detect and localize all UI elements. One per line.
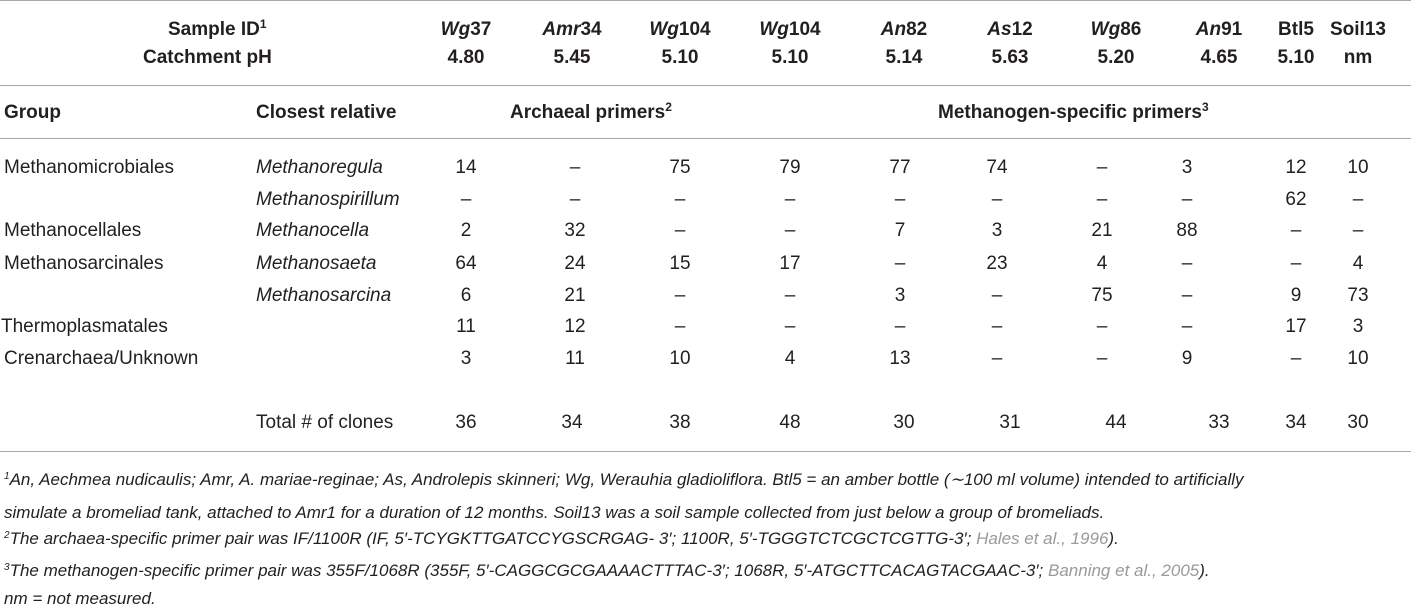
- table-cell: 21: [1091, 220, 1113, 241]
- table-cell: –: [1096, 348, 1108, 369]
- table-cell: 75: [669, 157, 691, 178]
- table-cell: 3: [460, 348, 472, 369]
- citation-banning[interactable]: Banning et al., 2005: [1048, 561, 1200, 580]
- sample-ph-value: 5.14: [885, 47, 923, 68]
- table-cell: –: [991, 316, 1003, 337]
- table-cell: –: [1181, 316, 1193, 337]
- sample-ph-value: 5.10: [1277, 47, 1315, 68]
- table-cell: –: [674, 220, 686, 241]
- table-cell: –: [894, 253, 906, 274]
- table-cell: 3: [1352, 316, 1364, 337]
- table-cell: –: [1181, 285, 1193, 306]
- table-cell: –: [991, 285, 1003, 306]
- table-cell: –: [1096, 316, 1108, 337]
- sample-ph-value: 5.45: [553, 47, 591, 68]
- table-cell: 3: [894, 285, 906, 306]
- table-cell: –: [894, 316, 906, 337]
- footnote-3: $^3$The methanogen-specific primer pair was 355F/1068R (355F, 5′-CAGGCGCGAAAACTTTAC-3′; 1068R, 5′-ATGCTTCACAGTACGAAC-3′; Banning et al., 2005).: [4, 561, 1210, 580]
- sample-ph-value: 5.10: [771, 47, 809, 68]
- table-cell: 73: [1347, 285, 1369, 306]
- table-cell: 75: [1091, 285, 1113, 306]
- citation-hales[interactable]: Hales et al., 1996: [976, 529, 1109, 548]
- table-cell: –: [1352, 189, 1364, 210]
- table-cell: 4: [1096, 253, 1108, 274]
- header-rule: [0, 85, 1411, 86]
- table-cell: 79: [779, 157, 801, 178]
- table-cell: 11: [565, 348, 585, 369]
- sample-suffix: 104: [788, 19, 821, 40]
- sample-ph-value: 5.63: [991, 47, 1029, 68]
- table-cell: –: [674, 285, 686, 306]
- sample-prefix: Wg: [1090, 19, 1121, 40]
- row-group: Methanomicrobiales: [4, 157, 175, 178]
- table-cell: 6: [460, 285, 472, 306]
- sample-suffix: 104: [678, 19, 711, 40]
- footnote-4: nm = not measured.: [4, 589, 156, 608]
- total-cell: 38: [669, 412, 691, 433]
- methanogen-primers-header: Methanogen-specific primers$^3$: [938, 100, 1209, 123]
- table-cell: 23: [986, 253, 1008, 274]
- table-cell: 77: [889, 157, 911, 178]
- sample-suffix: 82: [906, 19, 928, 40]
- table-cell: 24: [564, 253, 586, 274]
- row-group: Crenarchaea/Unknown: [4, 348, 199, 369]
- table-cell: –: [1290, 253, 1302, 274]
- sample-id-label: Sample $ID^1$: [168, 17, 267, 40]
- table-cell: 88: [1176, 220, 1198, 241]
- table-cell: 10: [1347, 157, 1369, 178]
- table-cell: 9: [1290, 285, 1302, 306]
- row-closest-relative: Methanosarcina: [256, 285, 392, 306]
- table-cell: –: [784, 316, 796, 337]
- sample-prefix: Wg: [440, 19, 471, 40]
- table-cell: –: [784, 189, 796, 210]
- table-cell: 4: [1352, 253, 1364, 274]
- sample-ph-value: 5.10: [661, 47, 699, 68]
- total-cell: 48: [779, 412, 801, 433]
- table-cell: 3: [1181, 157, 1193, 178]
- table-cell: –: [569, 189, 581, 210]
- total-clones-label: Total # of clones: [256, 412, 394, 433]
- sample-suffix: 86: [1120, 19, 1142, 40]
- row-closest-relative: Methanocella: [256, 220, 370, 241]
- top-rule: [0, 0, 1411, 1]
- sample-id-header: [512, 19, 632, 41]
- footnote-2: $^2$The archaea-specific primer pair was IF/1100R (IF, 5′-TCYGKTTGATCCYGSCRGAG- 3′; 1100R, 5′-TGGGTCTCGCTCGTTG-3′; Hales et al., 1996).: [4, 529, 1119, 548]
- catchment-ph-label: Catchment pH: [143, 47, 272, 68]
- sample-id-header: [730, 19, 850, 41]
- table-cell: –: [894, 189, 906, 210]
- table-cell: 3: [991, 220, 1003, 241]
- sample-suffix: Btl5: [1278, 19, 1314, 40]
- footnote-1-continued: simulate a bromeliad tank, attached to Amr1 for a duration of 12 months. Soil13 was a soil sample collected from just below a group of bromeliads.: [4, 503, 1105, 522]
- sample-suffix: 34: [580, 19, 602, 40]
- total-cell: 30: [1347, 412, 1369, 433]
- table-cell: –: [784, 285, 796, 306]
- table-cell: –: [674, 189, 686, 210]
- total-cell: 44: [1105, 412, 1127, 433]
- table-cell: 64: [455, 253, 477, 274]
- sample-ph-value: 5.20: [1097, 47, 1135, 68]
- table-cell: –: [1181, 189, 1193, 210]
- table-cell: 14: [455, 157, 477, 178]
- table-cell: –: [991, 189, 1003, 210]
- row-closest-relative: Methanospirillum: [256, 189, 400, 210]
- sample-id-header: [620, 19, 740, 41]
- closest-relative-header: Closest relative: [256, 102, 397, 123]
- table-cell: –: [674, 316, 686, 337]
- table-cell: 2: [460, 220, 472, 241]
- total-cell: 33: [1208, 412, 1230, 433]
- table-cell: –: [569, 157, 581, 178]
- table-cell: 17: [779, 253, 801, 274]
- sample-suffix: 91: [1221, 19, 1243, 40]
- table-cell: 10: [1347, 348, 1369, 369]
- table-cell: –: [1290, 348, 1302, 369]
- total-cell: 34: [561, 412, 583, 433]
- row-group: Methanocellales: [4, 220, 142, 241]
- sample-prefix: Wg: [649, 19, 679, 40]
- sample-prefix: As: [987, 19, 1012, 40]
- sample-ph-value: nm: [1343, 47, 1373, 68]
- table-cell: 74: [986, 157, 1008, 178]
- table-cell: 21: [564, 285, 586, 306]
- total-cell: 36: [455, 412, 477, 433]
- sample-suffix: 12: [1011, 19, 1033, 40]
- table-cell: 12: [1285, 157, 1307, 178]
- table-cell: 10: [669, 348, 691, 369]
- table-cell: 9: [1181, 348, 1193, 369]
- group-header: Group: [4, 102, 61, 123]
- sample-ph-value: 4.80: [447, 47, 485, 68]
- sample-id-header: [1056, 19, 1176, 41]
- archaeal-primers-header: Archaeal primers$^2$: [510, 100, 672, 123]
- sample-suffix: 37: [470, 19, 492, 40]
- total-cell: 34: [1285, 412, 1307, 433]
- row-group: Methanosarcinales: [4, 253, 164, 274]
- table-cell: 11: [456, 316, 476, 337]
- table-cell: 7: [894, 220, 906, 241]
- row-group: Thermoplasmatales: [1, 316, 168, 337]
- table-cell: –: [1096, 157, 1108, 178]
- sample-id-header: [1298, 19, 1411, 41]
- row-closest-relative: Methanoregula: [256, 157, 383, 178]
- sample-suffix: Soil13: [1330, 19, 1386, 40]
- table-cell: 17: [1285, 316, 1307, 337]
- table-cell: –: [1352, 220, 1364, 241]
- table-cell: –: [1096, 189, 1108, 210]
- sample-prefix: An: [1195, 19, 1222, 40]
- table-cell: 62: [1285, 189, 1307, 210]
- row-closest-relative: Methanosaeta: [256, 253, 377, 274]
- table-cell: 32: [564, 220, 586, 241]
- bottom-rule: [0, 451, 1411, 452]
- table-cell: –: [991, 348, 1003, 369]
- total-cell: 30: [893, 412, 915, 433]
- subheader-rule: [0, 138, 1411, 139]
- sample-id-header: [950, 19, 1070, 41]
- table-cell: –: [1290, 220, 1302, 241]
- table-cell: –: [1181, 253, 1193, 274]
- sample-id-header: [844, 19, 964, 41]
- sample-id-header: [406, 19, 526, 41]
- total-cell: 31: [999, 412, 1021, 433]
- table-cell: 13: [889, 348, 911, 369]
- table-cell: 15: [669, 253, 691, 274]
- footnote-1: $^1$An, Aechmea nudicaulis; Amr, A. mariae-reginae; As, Androlepis skinneri; Wg, Werauhia gladioliflora. Btl5 = an amber bottle (∼100 ml volume) intended to artificially: [4, 470, 1244, 489]
- sample-prefix: An: [880, 19, 907, 40]
- table-cell: –: [460, 189, 472, 210]
- sample-prefix: Amr: [542, 19, 581, 40]
- sample-prefix: Wg: [759, 19, 789, 40]
- table-cell: –: [784, 220, 796, 241]
- sample-ph-value: 4.65: [1200, 47, 1238, 68]
- table-cell: 4: [784, 348, 796, 369]
- table-cell: 12: [564, 316, 586, 337]
